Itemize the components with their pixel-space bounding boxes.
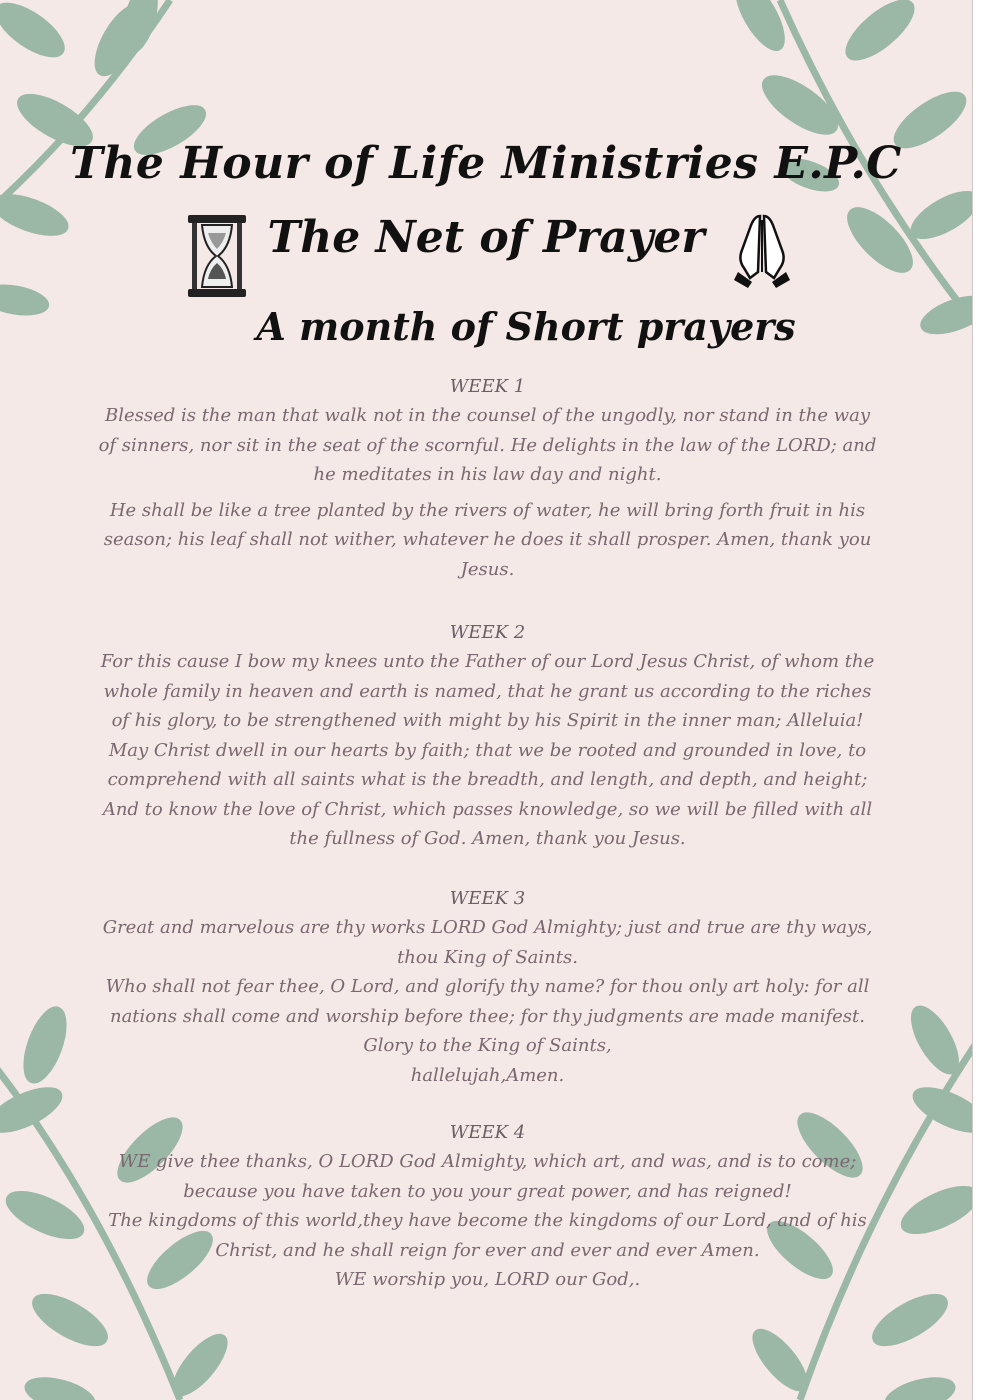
week-2-section [95,622,880,860]
week-3-heading: WEEK 3 [449,888,526,909]
week-2-paragraph-1: For this cause I bow my knees unto the Father of our Lord Jesus Christ, of whom the whole family in heaven and earth is named, that he grant us according to the riches of his glory, to be strengthened with might by his Spirit in the inner man; Alleluia! May Christ dwell in our hearts by faith; that we be rooted and grounded in love, to comprehend with all saints what is the breadth, and length, and depth, and height; And to know the love of Christ, which passes knowledge, so we will be filled with all the fullness of God. Amen, thank you Jesus. [100,651,875,849]
week-4-paragraph-1: WE give thee thanks, O LORD God Almighty, which art, and was, and is to come; because you have taken to you your great power, and has reigned! [118,1151,857,1202]
net-of-prayer-title: The Net of Prayer [267,212,705,263]
month-subtitle: A month of Short prayers [256,304,796,349]
page-edge [972,0,989,1400]
week-4-heading: WEEK 4 [449,1122,526,1143]
week-3-paragraph-4: hallelujah,Amen. [410,1064,565,1086]
week-1-paragraph-2: He shall be like a tree planted by the rivers of water, he will bring forth fruit in his season; his leaf shall not wither, whatever he does it shall prosper. Amen, thank you Jesus. [103,499,872,580]
praying-hands-icon [730,212,794,288]
week-4-paragraph-3: WE worship you, LORD our God,. [334,1269,641,1290]
week-1-paragraph-1: Blessed is the man that walk not in the counsel of the ungodly, nor stand in the way of sinners, nor sit in the seat of the scornful. He delights in the law of the LORD; and he meditates in his law day and night. [98,405,877,485]
week-4-section [95,1122,880,1295]
week-3-section [95,888,880,1090]
week-4-paragraph-2: The kingdoms of this world,they have become the kingdoms of our Lord, and of his Christ, and he shall reign for ever and ever and ever Amen. [108,1210,867,1261]
week-3-paragraph-2: Who shall not fear thee, O Lord, and glorify thy name? for thou only art holy: for all nations shall come and worship before thee; for thy judgments are made manifest. [105,976,870,1027]
ministry-title: The Hour of Life Ministries E.P.C [70,138,902,189]
week-1-heading: WEEK 1 [449,376,526,397]
week-2-heading: WEEK 2 [449,622,526,643]
week-1-section [95,376,880,590]
hourglass-icon [184,213,250,299]
week-3-paragraph-3: Glory to the King of Saints, [363,1035,612,1056]
week-3-paragraph-1: Great and marvelous are thy works LORD God Almighty; just and true are thy ways, thou King of Saints. [102,917,873,968]
